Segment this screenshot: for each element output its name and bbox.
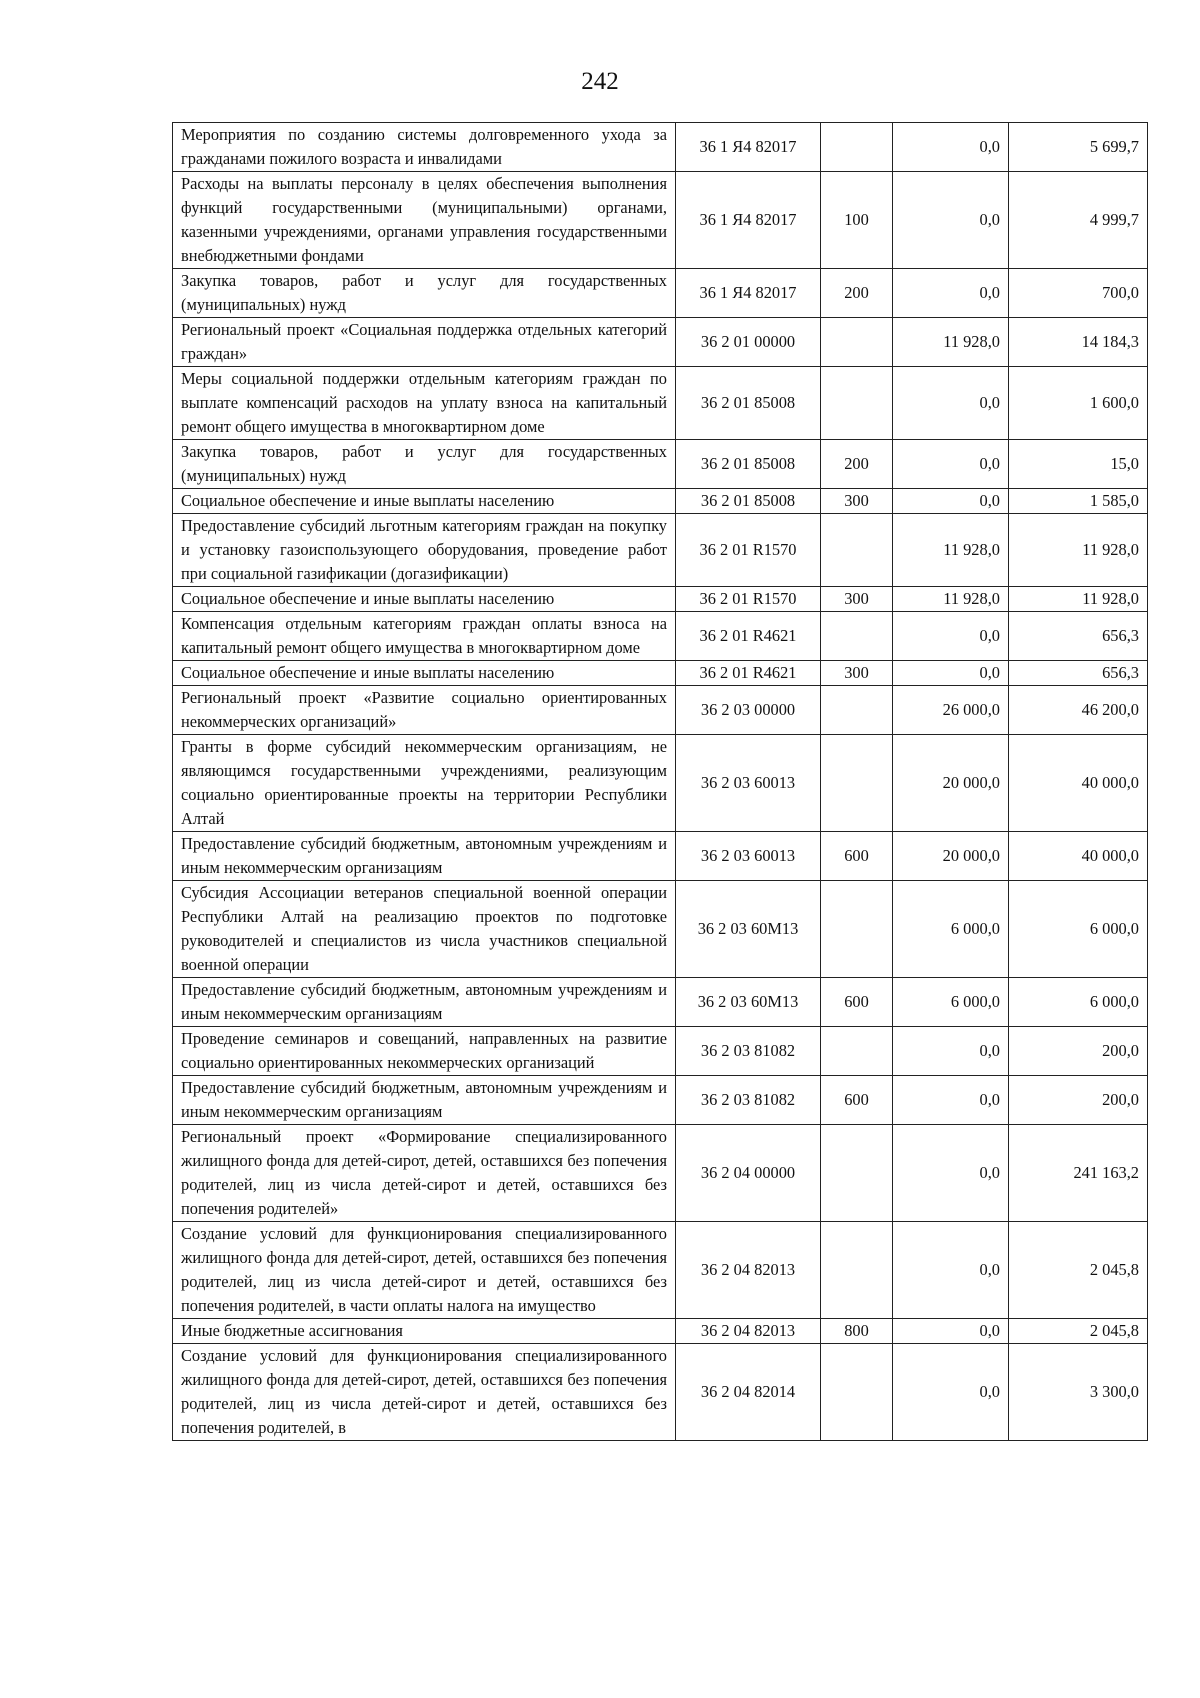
row-amount-1: 11 928,0: [893, 587, 1009, 612]
table-row: [173, 1319, 1148, 1344]
row-expense-type: 300: [821, 489, 893, 514]
row-description: Предоставление субсидий бюджетным, автономным учреждениям и иным некоммерческим организациям: [173, 832, 676, 881]
row-amount-2: 656,3: [1009, 661, 1148, 686]
row-amount-2: 656,3: [1009, 612, 1148, 661]
row-description: Иные бюджетные ассигнования: [173, 1319, 676, 1344]
row-amount-2: 11 928,0: [1009, 514, 1148, 587]
row-expense-type: [821, 686, 893, 735]
row-amount-1: 11 928,0: [893, 514, 1009, 587]
row-classification-code: 36 2 01 R1570: [676, 587, 821, 612]
row-description: Проведение семинаров и совещаний, направленных на развитие социально ориентированных некоммерческих организаций: [173, 1027, 676, 1076]
table-row: [173, 661, 1148, 686]
row-amount-2: 46 200,0: [1009, 686, 1148, 735]
row-classification-code: 36 2 01 00000: [676, 318, 821, 367]
row-classification-code: 36 2 01 R4621: [676, 661, 821, 686]
table-row: [173, 978, 1148, 1027]
table-row: [173, 123, 1148, 172]
row-description: Гранты в форме субсидий некоммерческим организациям, не являющимся государственными учреждениями, реализующим социально ориентированные проекты на территории Республики Алтай: [173, 735, 676, 832]
row-description: Компенсация отдельным категориям граждан оплаты взноса на капитальный ремонт общего имущества в многоквартирном доме: [173, 612, 676, 661]
table-row: [173, 735, 1148, 832]
row-description: Предоставление субсидий бюджетным, автономным учреждениям и иным некоммерческим организациям: [173, 1076, 676, 1125]
row-amount-1: 20 000,0: [893, 735, 1009, 832]
row-expense-type: [821, 367, 893, 440]
table-row: [173, 1027, 1148, 1076]
row-description: Создание условий для функционирования специализированного жилищного фонда для детей-сирот, детей, оставшихся без попечения родителей, лиц из числа детей-сирот и детей, оставшихся без попечения родителей, в: [173, 1344, 676, 1441]
row-amount-1: 0,0: [893, 1076, 1009, 1125]
row-amount-1: 0,0: [893, 489, 1009, 514]
row-expense-type: [821, 123, 893, 172]
row-classification-code: 36 2 04 00000: [676, 1125, 821, 1222]
row-expense-type: [821, 1344, 893, 1441]
row-amount-2: 5 699,7: [1009, 123, 1148, 172]
table-row: [173, 440, 1148, 489]
row-description: Субсидия Ассоциации ветеранов специальной военной операции Республики Алтай на реализацию проектов по подготовке руководителей и специалистов из числа участников специальной военной операции: [173, 881, 676, 978]
row-classification-code: 36 2 01 85008: [676, 489, 821, 514]
row-classification-code: 36 2 04 82013: [676, 1222, 821, 1319]
row-amount-1: 0,0: [893, 172, 1009, 269]
row-expense-type: [821, 735, 893, 832]
row-amount-1: 6 000,0: [893, 978, 1009, 1027]
row-amount-2: 3 300,0: [1009, 1344, 1148, 1441]
row-amount-1: 0,0: [893, 1222, 1009, 1319]
row-amount-2: 241 163,2: [1009, 1125, 1148, 1222]
row-amount-2: 1 585,0: [1009, 489, 1148, 514]
table-row: [173, 587, 1148, 612]
row-description: Закупка товаров, работ и услуг для государственных (муниципальных) нужд: [173, 269, 676, 318]
row-expense-type: [821, 612, 893, 661]
row-classification-code: 36 2 03 60М13: [676, 881, 821, 978]
row-description: Мероприятия по созданию системы долговременного ухода за гражданами пожилого возраста и инвалидами: [173, 123, 676, 172]
row-classification-code: 36 1 Я4 82017: [676, 123, 821, 172]
table-row: [173, 612, 1148, 661]
row-expense-type: 600: [821, 978, 893, 1027]
table-row: [173, 1125, 1148, 1222]
row-description: Создание условий для функционирования специализированного жилищного фонда для детей-сирот, детей, оставшихся без попечения родителей, лиц из числа детей-сирот и детей, оставшихся без попечения родителей, в части оплаты налога на имущество: [173, 1222, 676, 1319]
row-expense-type: 200: [821, 269, 893, 318]
table-row: [173, 489, 1148, 514]
row-expense-type: 800: [821, 1319, 893, 1344]
row-amount-2: 40 000,0: [1009, 735, 1148, 832]
table-row: [173, 881, 1148, 978]
row-expense-type: [821, 881, 893, 978]
table-row: [173, 318, 1148, 367]
row-amount-2: 15,0: [1009, 440, 1148, 489]
row-classification-code: 36 2 03 60013: [676, 735, 821, 832]
table-row: [173, 367, 1148, 440]
row-description: Закупка товаров, работ и услуг для государственных (муниципальных) нужд: [173, 440, 676, 489]
row-amount-1: 0,0: [893, 1344, 1009, 1441]
row-amount-1: 0,0: [893, 123, 1009, 172]
row-classification-code: 36 2 03 60М13: [676, 978, 821, 1027]
page-number: 242: [581, 68, 619, 95]
row-amount-1: 0,0: [893, 269, 1009, 318]
row-expense-type: [821, 318, 893, 367]
row-classification-code: 36 2 03 00000: [676, 686, 821, 735]
row-expense-type: [821, 1222, 893, 1319]
row-description: Региональный проект «Формирование специализированного жилищного фонда для детей-сирот, детей, оставшихся без попечения родителей, лиц из числа детей-сирот и детей, оставшихся без попечения родителей»: [173, 1125, 676, 1222]
row-amount-1: 0,0: [893, 1125, 1009, 1222]
row-description: Социальное обеспечение и иные выплаты населению: [173, 489, 676, 514]
row-amount-1: 20 000,0: [893, 832, 1009, 881]
row-description: Региональный проект «Социальная поддержка отдельных категорий граждан»: [173, 318, 676, 367]
row-amount-1: 0,0: [893, 367, 1009, 440]
row-amount-2: 11 928,0: [1009, 587, 1148, 612]
row-expense-type: 300: [821, 587, 893, 612]
row-classification-code: 36 2 01 R1570: [676, 514, 821, 587]
row-amount-1: 0,0: [893, 612, 1009, 661]
row-amount-2: 4 999,7: [1009, 172, 1148, 269]
table-row: [173, 1076, 1148, 1125]
row-description: Региональный проект «Развитие социально ориентированных некоммерческих организаций»: [173, 686, 676, 735]
row-expense-type: 100: [821, 172, 893, 269]
row-amount-1: 0,0: [893, 661, 1009, 686]
row-amount-1: 0,0: [893, 1027, 1009, 1076]
row-amount-2: 200,0: [1009, 1076, 1148, 1125]
row-amount-1: 11 928,0: [893, 318, 1009, 367]
table-row: [173, 832, 1148, 881]
row-expense-type: 600: [821, 832, 893, 881]
row-description: Социальное обеспечение и иные выплаты населению: [173, 587, 676, 612]
row-expense-type: 300: [821, 661, 893, 686]
row-classification-code: 36 1 Я4 82017: [676, 172, 821, 269]
row-classification-code: 36 2 04 82014: [676, 1344, 821, 1441]
table-row: [173, 1344, 1148, 1441]
row-expense-type: [821, 1125, 893, 1222]
budget-table-body: [173, 123, 1148, 1441]
row-amount-2: 1 600,0: [1009, 367, 1148, 440]
row-amount-1: 0,0: [893, 1319, 1009, 1344]
table-row: [173, 686, 1148, 735]
row-description: Социальное обеспечение и иные выплаты населению: [173, 661, 676, 686]
row-classification-code: 36 1 Я4 82017: [676, 269, 821, 318]
row-amount-1: 26 000,0: [893, 686, 1009, 735]
table-row: [173, 269, 1148, 318]
budget-table: [172, 122, 1148, 1441]
row-amount-2: 14 184,3: [1009, 318, 1148, 367]
row-amount-2: 700,0: [1009, 269, 1148, 318]
table-row: [173, 1222, 1148, 1319]
row-amount-1: 6 000,0: [893, 881, 1009, 978]
row-description: Расходы на выплаты персоналу в целях обеспечения выполнения функций государственными (муниципальными) органами, казенными учреждениями, органами управления государственными внебюджетными фондами: [173, 172, 676, 269]
row-expense-type: [821, 1027, 893, 1076]
row-classification-code: 36 2 01 85008: [676, 367, 821, 440]
row-amount-2: 40 000,0: [1009, 832, 1148, 881]
row-description: Предоставление субсидий бюджетным, автономным учреждениям и иным некоммерческим организациям: [173, 978, 676, 1027]
row-description: Меры социальной поддержки отдельным категориям граждан по выплате компенсаций расходов на уплату взноса на капитальный ремонт общего имущества в многоквартирном доме: [173, 367, 676, 440]
row-amount-2: 6 000,0: [1009, 881, 1148, 978]
row-expense-type: 600: [821, 1076, 893, 1125]
row-classification-code: 36 2 03 81082: [676, 1076, 821, 1125]
row-description: Предоставление субсидий льготным категориям граждан на покупку и установку газоиспользующего оборудования, проведение работ при социальной газификации (догазификации): [173, 514, 676, 587]
row-expense-type: 200: [821, 440, 893, 489]
row-amount-2: 6 000,0: [1009, 978, 1148, 1027]
row-amount-1: 0,0: [893, 440, 1009, 489]
row-amount-2: 2 045,8: [1009, 1319, 1148, 1344]
row-classification-code: 36 2 01 R4621: [676, 612, 821, 661]
row-classification-code: 36 2 03 81082: [676, 1027, 821, 1076]
row-amount-2: 2 045,8: [1009, 1222, 1148, 1319]
table-row: [173, 514, 1148, 587]
row-classification-code: 36 2 01 85008: [676, 440, 821, 489]
table-row: [173, 172, 1148, 269]
row-classification-code: 36 2 03 60013: [676, 832, 821, 881]
row-expense-type: [821, 514, 893, 587]
row-amount-2: 200,0: [1009, 1027, 1148, 1076]
row-classification-code: 36 2 04 82013: [676, 1319, 821, 1344]
